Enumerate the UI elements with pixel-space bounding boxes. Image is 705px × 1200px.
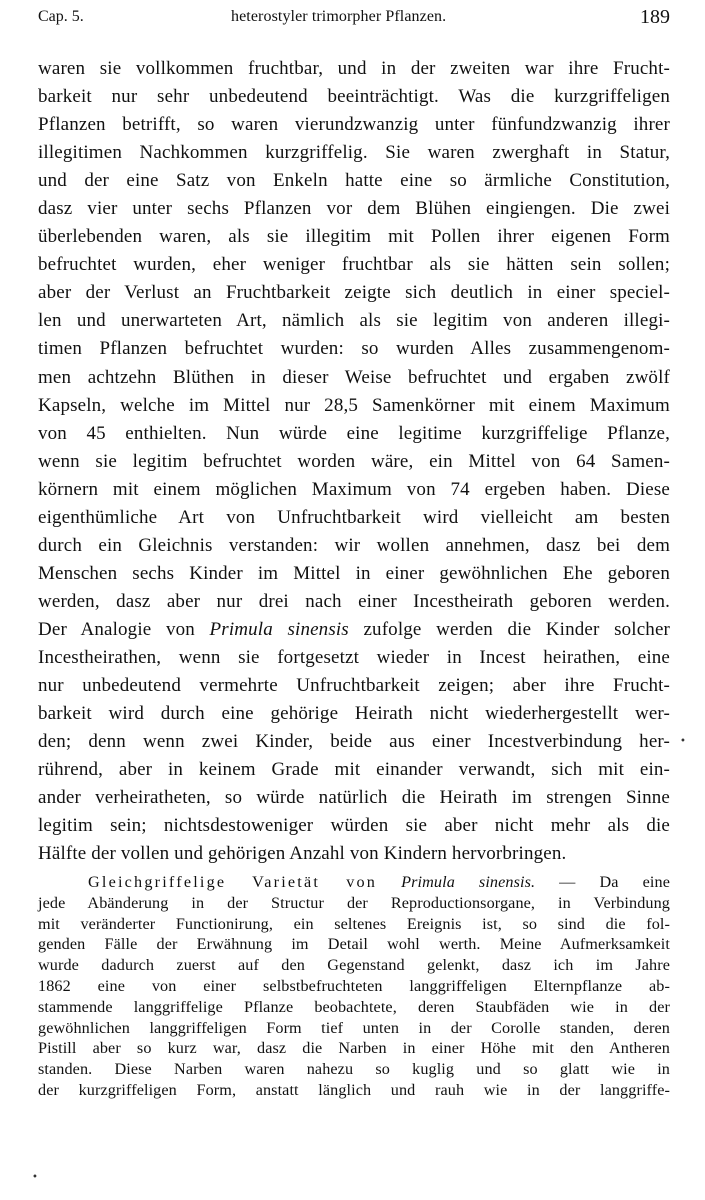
text-line: und der eine Satz von Enkeln hatte eine so ärmliche Constitution,	[38, 170, 670, 192]
text-line: nur unbedeutend vermehrte Unfruchtbarkeit zeigen; aber ihre Frucht-	[38, 675, 670, 697]
text-line: illegitimen Nachkommen kurzgriffelig. Sie waren zwerghaft in Statur,	[38, 142, 670, 164]
text-line: von 45 enthielten. Nun würde eine legitime kurzgriffelige Pflanze,	[38, 422, 670, 444]
margin-speck: •	[32, 1172, 38, 1183]
text-line: 1862 eine von einer selbstbefruchteten langgriffeligen Elternpflanze ab-	[38, 976, 670, 995]
text-line: stammende langgriffelige Pflanze beobachtete, deren Staubfäden wie in der	[38, 997, 670, 1016]
text-line: ander verheiratheten, so würde natürlich die Heirath im strengen Sinne	[38, 787, 670, 809]
page-number: 189	[640, 6, 670, 28]
text-line: len und unerwarteten Art, nämlich als sie legitim von anderen illegi-	[38, 310, 670, 332]
text-line: überlebenden waren, als sie illegitim mit Pollen ihrer eigenen Form	[38, 226, 670, 248]
section-paragraph	[38, 872, 670, 1101]
analogy-suffix: zufolge werden die Kinder solcher	[348, 618, 671, 640]
text-line: wurde dadurch zuerst auf den Gegenstand gelenkt, dasz ich im Jahre	[38, 956, 670, 975]
text-line: gewöhnlichen langgriffeligen Form tief unten in der Corolle standen, deren	[38, 1018, 670, 1037]
text-line: der kurzgriffeligen Form, anstatt länglich und rauh wie in der langgriffe-	[38, 1080, 670, 1099]
chapter-label: Cap. 5.	[38, 8, 84, 25]
main-paragraph	[38, 55, 670, 868]
section-heading-line	[38, 872, 670, 893]
text-line: Incestheirathen, wenn sie fortgesetzt wieder in Incest heirathen, eine	[38, 646, 670, 668]
text-line-analogy	[38, 616, 670, 644]
text-line: barkeit wird durch eine gehörige Heirath nicht wiederhergestellt wer-	[38, 703, 670, 725]
text-line: Menschen sechs Kinder im Mittel in einer gewöhnlichen Ehe geboren	[38, 562, 670, 584]
text-line: aber der Verlust an Fruchtbarkeit zeigte sich deutlich in einer speciel-	[38, 282, 670, 304]
species-name: Primula sinensis	[209, 618, 349, 640]
running-header	[38, 6, 670, 32]
text-line: jede Abänderung in der Structur der Reproductionsorgane, in Verbindung	[38, 893, 670, 912]
text-line: Hälfte der vollen und gehörigen Anzahl von Kindern hervorbringen.	[38, 843, 567, 865]
text-line: men achtzehn Blüthen in dieser Weise befruchtet und ergaben zwölf	[38, 366, 670, 388]
text-line: genden Fälle der Erwähnung im Detail wohl werth. Meine Aufmerksamkeit	[38, 935, 670, 954]
section-species-name: Primula sinensis.	[401, 873, 536, 891]
text-line: den; denn wenn zwei Kinder, beide aus einer Incestverbindung her-	[38, 731, 670, 753]
text-line: körnern mit einem möglichen Maximum von 74 ergeben haben. Diese	[38, 478, 670, 500]
section-heading: Gleichgriffelige Varietät von	[88, 873, 378, 891]
text-line: Kapseln, welche im Mittel nur 28,5 Samenkörner mit einem Maximum	[38, 394, 670, 416]
text-line: rührend, aber in keinem Grade mit einander verwandt, sich mit ein-	[38, 759, 670, 781]
text-line: befruchtet wurden, eher weniger fruchtbar als sie hätten sein sollen;	[38, 254, 670, 276]
text-line: standen. Diese Narben waren nahezu so kuglig und so glatt wie in	[38, 1060, 670, 1079]
text-line: werden, dasz aber nur drei nach einer Incestheirath geboren werden.	[38, 590, 670, 612]
running-title: heterostyler trimorpher Pflanzen.	[231, 8, 447, 25]
text-line: wenn sie legitim befruchtet worden wäre, ein Mittel von 64 Samen-	[38, 450, 670, 472]
text-line: Pistill aber so kurz war, dasz die Narben in einer Höhe mit den Antheren	[38, 1039, 670, 1058]
text-line: barkeit nur sehr unbedeutend beeinträchtigt. Was die kurzgriffeligen	[38, 86, 670, 108]
margin-speck: •	[680, 736, 686, 747]
text-line: dasz vier unter sechs Pflanzen vor dem Blühen eingiengen. Die zwei	[38, 198, 670, 220]
text-line: mit veränderter Functionirung, ein seltenes Ereignis ist, so sind die fol-	[38, 914, 670, 933]
section-heading-rest: — Da eine	[535, 873, 670, 891]
text-line: legitim sein; nichtsdestoweniger würden sie aber nicht mehr als die	[38, 815, 670, 837]
text-line: timen Pflanzen befruchtet wurden: so wurden Alles zusammengenom-	[38, 338, 670, 360]
text-line: waren sie vollkommen fruchtbar, und in der zweiten war ihre Frucht-	[38, 58, 670, 79]
text-line: eigenthümliche Art von Unfruchtbarkeit wird vielleicht am besten	[38, 506, 670, 528]
text-line: durch ein Gleichnis verstanden: wir wollen annehmen, dasz bei dem	[38, 534, 670, 556]
text-line: Pflanzen betrifft, so waren vierundzwanzig unter fünfundzwanzig ihrer	[38, 114, 670, 136]
analogy-prefix: Der Analogie von	[38, 618, 210, 640]
